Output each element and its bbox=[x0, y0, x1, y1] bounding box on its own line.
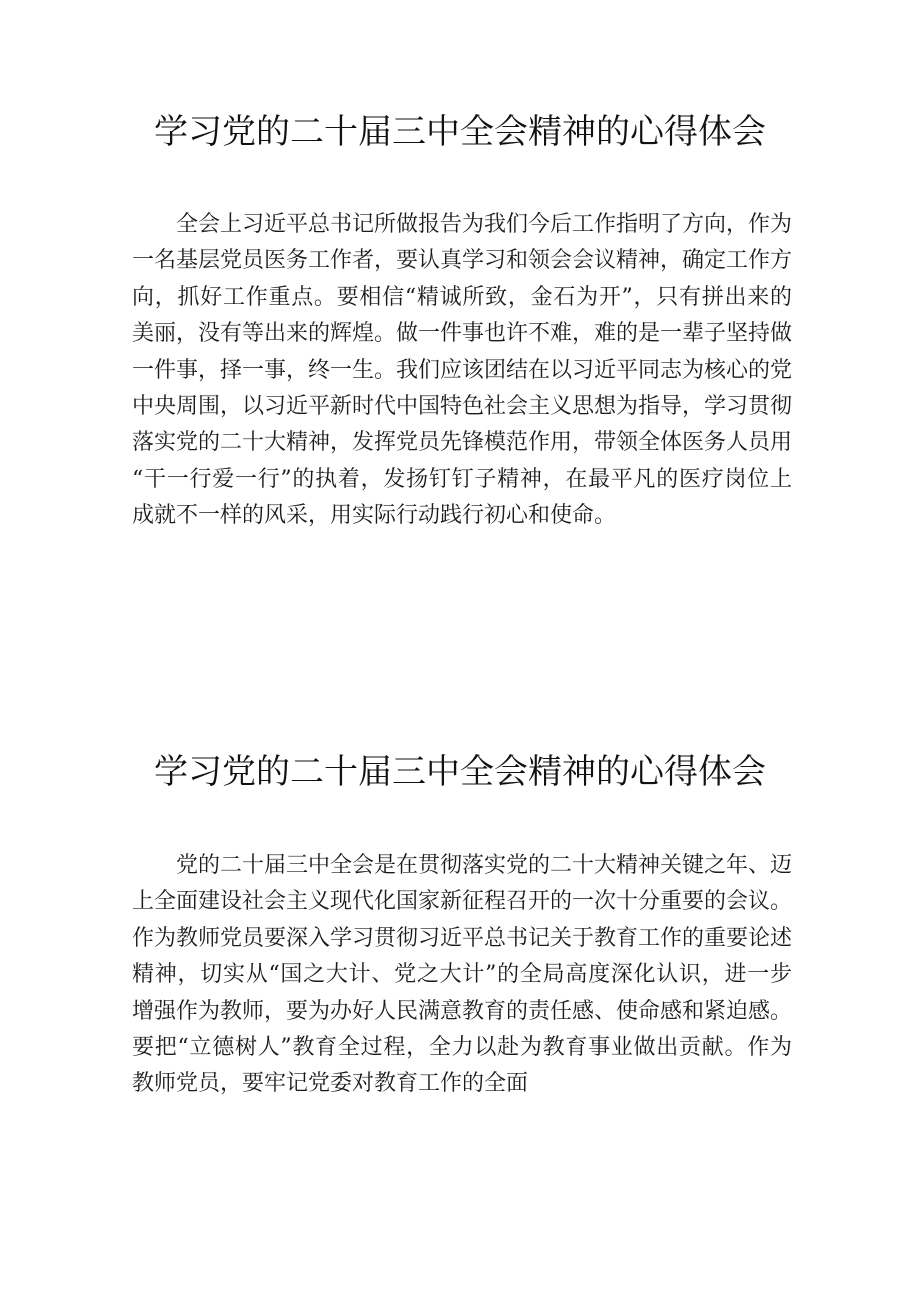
section-2-body: 党的二十届三中全会是在贯彻落实党的二十大精神关键之年、迈上全面建设社会主义现代化国家新征程召开的一次十分重要的会议。作为教师党员要深入学习贯彻习近平总书记关于教育工作的重要论述精神，切实从“国之大计、党之大计”的全局高度深化认识，进一步增强作为教师，要为办好人民满意教育的责任感、使命感和紧迫感。要把“立德树人”教育全过程，全力以赴为教育事业做出贡献。作为教师党员，要牢记党委对教育工作的全面 bbox=[132, 853, 792, 1097]
section-1-body: 全会上习近平总书记所做报告为我们今后工作指明了方向，作为一名基层党员医务工作者，要认真学习和领会会议精神，确定工作方向，抓好工作重点。要相信“精诚所致，金石为开”，只有拼出来的美丽，没有等出来的辉煌。做一件事也许不难，难的是一辈子坚持做一件事，择一事，终一生。我们应该团结在以习近平同志为核心的党中央周围，以习近平新时代中国特色社会主义思想为指导，学习贯彻落实党的二十大精神，发挥党员先锋模范作用，带领全体医务人员用“干一行爱一行”的执着，发扬钉钉子精神，在最平凡的医疗岗位上成就不一样的风采，用实际行动践行初心和使命。 bbox=[132, 212, 793, 529]
section-2-title: 学习党的二十届三中全会精神的心得体会 bbox=[154, 752, 766, 792]
section-1-title: 学习党的二十届三中全会精神的心得体会 bbox=[154, 112, 766, 152]
